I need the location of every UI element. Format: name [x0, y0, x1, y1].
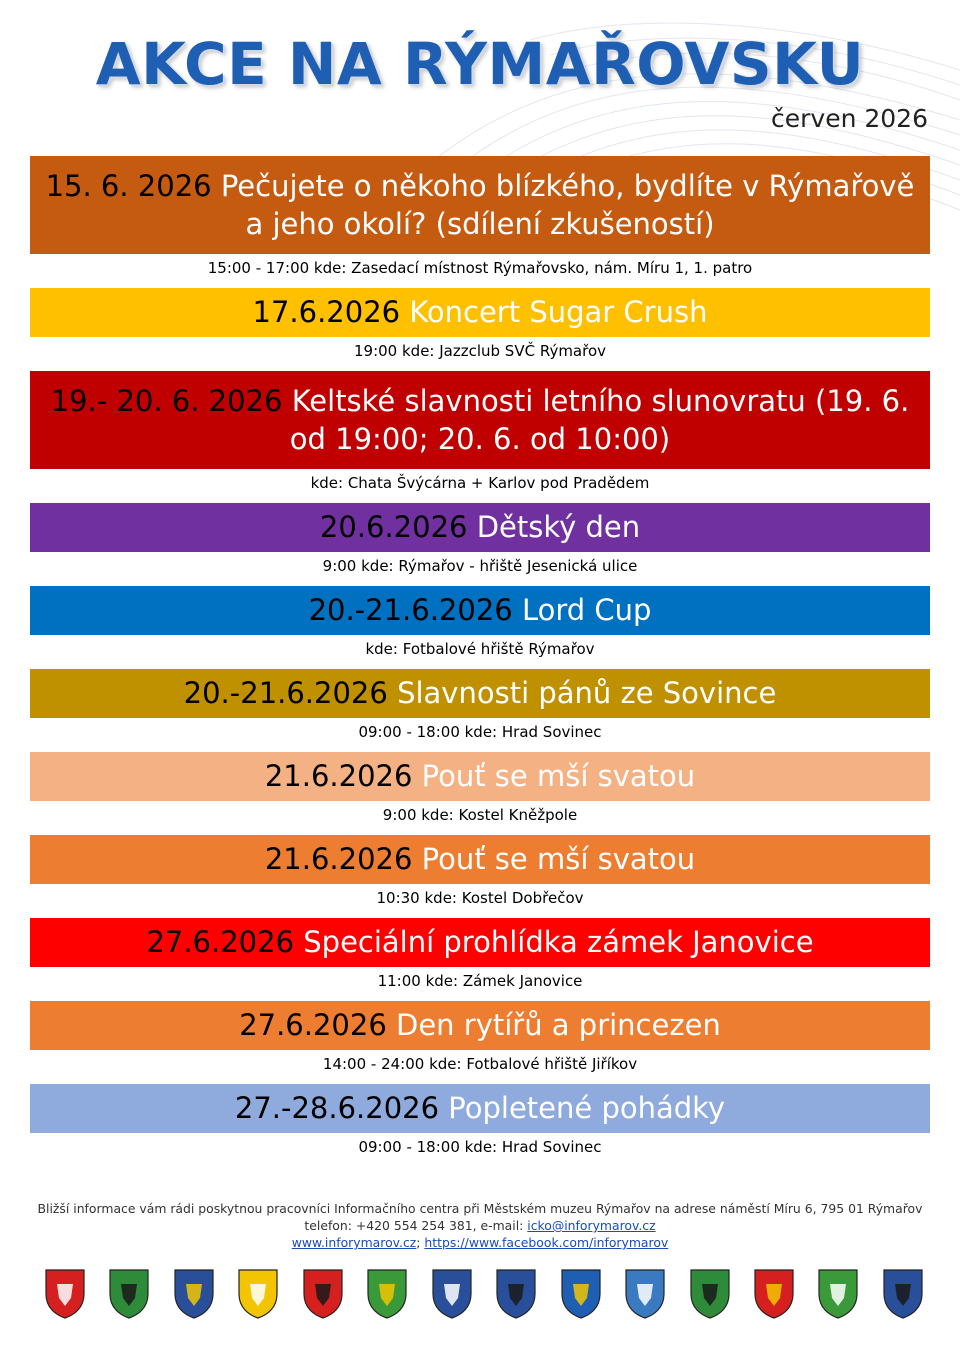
event-bar [30, 752, 930, 801]
event-date: 20.-21.6.2026 [183, 676, 388, 711]
event-name: Popletené pohádky [448, 1091, 726, 1126]
facebook-link[interactable]: https://www.facebook.com/inforymarov [424, 1235, 669, 1250]
event-info: 9:00 kde: Kostel Kněžpole [382, 806, 578, 824]
event-bar [30, 835, 930, 884]
crest-grapes-icon [495, 1268, 537, 1320]
event-info: 10:30 kde: Kostel Dobřečov [376, 889, 584, 907]
event-name: Keltské slavnosti letního slunovratu (19. 6. od 19:00; 20. 6. od 10:00) [289, 383, 910, 456]
event-date: 27.-28.6.2026 [234, 1091, 440, 1126]
crest-leaf-green-icon [817, 1268, 859, 1320]
event-info: 15:00 - 17:00 kde: Zasedací místnost Rýmařovsko, nám. Míru 1, 1. patro [207, 259, 753, 277]
crest-hammers-tree-icon [108, 1268, 150, 1320]
event-name: Pečujete o někoho blízkého, bydlíte v Rýmařově a jeho okolí? (sdílení zkušeností) [220, 168, 915, 241]
event-bar [30, 586, 930, 635]
crest-hammers-bird-icon [237, 1268, 279, 1320]
event-info: 11:00 kde: Zámek Janovice [377, 972, 583, 990]
event-name: Den rytířů a princezen [396, 1008, 721, 1043]
crest-eagle-hammers-icon [44, 1268, 86, 1320]
event-bar [30, 503, 930, 552]
event-info: 09:00 - 18:00 kde: Hrad Sovinec [358, 723, 602, 741]
event-bar [30, 918, 930, 967]
footer-info [0, 1200, 960, 1251]
event-date: 27.6.2026 [239, 1008, 387, 1043]
event-info: kde: Chata Švýcárna + Karlov pod Pradědem [310, 474, 650, 492]
crest-white-horse-icon [882, 1268, 924, 1320]
event-name: Pouť se mší svatou [421, 842, 696, 877]
event-info: kde: Fotbalové hřiště Rýmařov [365, 640, 595, 658]
crest-feather-icon [624, 1268, 666, 1320]
event-bar [30, 371, 930, 469]
email-link[interactable]: icko@inforymarov.cz [527, 1218, 656, 1233]
event-date: 20.-21.6.2026 [308, 593, 513, 628]
crest-cross-green-icon [366, 1268, 408, 1320]
event-bar [30, 156, 930, 254]
link-separator: ; [416, 1235, 425, 1250]
crest-trees-icon [173, 1268, 215, 1320]
event-date: 27.6.2026 [146, 925, 295, 960]
event-name: Slavnosti pánů ze Sovince [397, 676, 777, 711]
event-name: Lord Cup [521, 593, 652, 628]
event-bar [30, 1084, 930, 1133]
event-list [30, 156, 930, 1167]
event-name: Speciální prohlídka zámek Janovice [303, 925, 814, 960]
event-date: 17.6.2026 [252, 295, 401, 330]
event-date: 21.6.2026 [264, 759, 413, 794]
event-date: 19.- 20. 6. 2026 [50, 383, 283, 418]
event-name: Pouť se mší svatou [421, 759, 696, 794]
month-label: červen 2026 [771, 104, 928, 133]
event-name: Koncert Sugar Crush [409, 295, 708, 330]
crest-blue-checker-icon [431, 1268, 473, 1320]
footer-text: Bližší informace vám rádi poskytnou pracovníci Informačního centra při Městském muzeu Rýmařov na adrese náměstí Míru 6, 795 01 Rýmařov [37, 1201, 923, 1216]
crest-tree-green-icon [689, 1268, 731, 1320]
footer-contact [0, 1217, 960, 1234]
event-info: 19:00 kde: Jazzclub SVČ Rýmařov [353, 342, 607, 360]
event-date: 20.6.2026 [319, 510, 468, 545]
event-name: Dětský den [476, 510, 641, 545]
crest-red-blue-icon [302, 1268, 344, 1320]
event-date: 21.6.2026 [264, 842, 413, 877]
event-date: 15. 6. 2026 [45, 168, 212, 203]
event-bar [30, 669, 930, 718]
event-bar [30, 288, 930, 337]
event-info: 14:00 - 24:00 kde: Fotbalové hřiště Jiříkov [322, 1055, 638, 1073]
web-link[interactable]: www.inforymarov.cz [291, 1235, 417, 1250]
municipal-crests [44, 1268, 924, 1328]
event-info: 9:00 kde: Rýmařov - hřiště Jesenická ulice [322, 557, 638, 575]
crest-black-bird-icon [753, 1268, 795, 1320]
phone-text: telefon: +420 554 254 381, e-mail: [304, 1218, 528, 1233]
event-info: 09:00 - 18:00 kde: Hrad Sovinec [358, 1138, 602, 1156]
page-title: AKCE NA RÝMAŘOVSKU [95, 30, 865, 98]
footer-links [0, 1234, 960, 1251]
event-bar [30, 1001, 930, 1050]
crest-goat-icon [560, 1268, 602, 1320]
